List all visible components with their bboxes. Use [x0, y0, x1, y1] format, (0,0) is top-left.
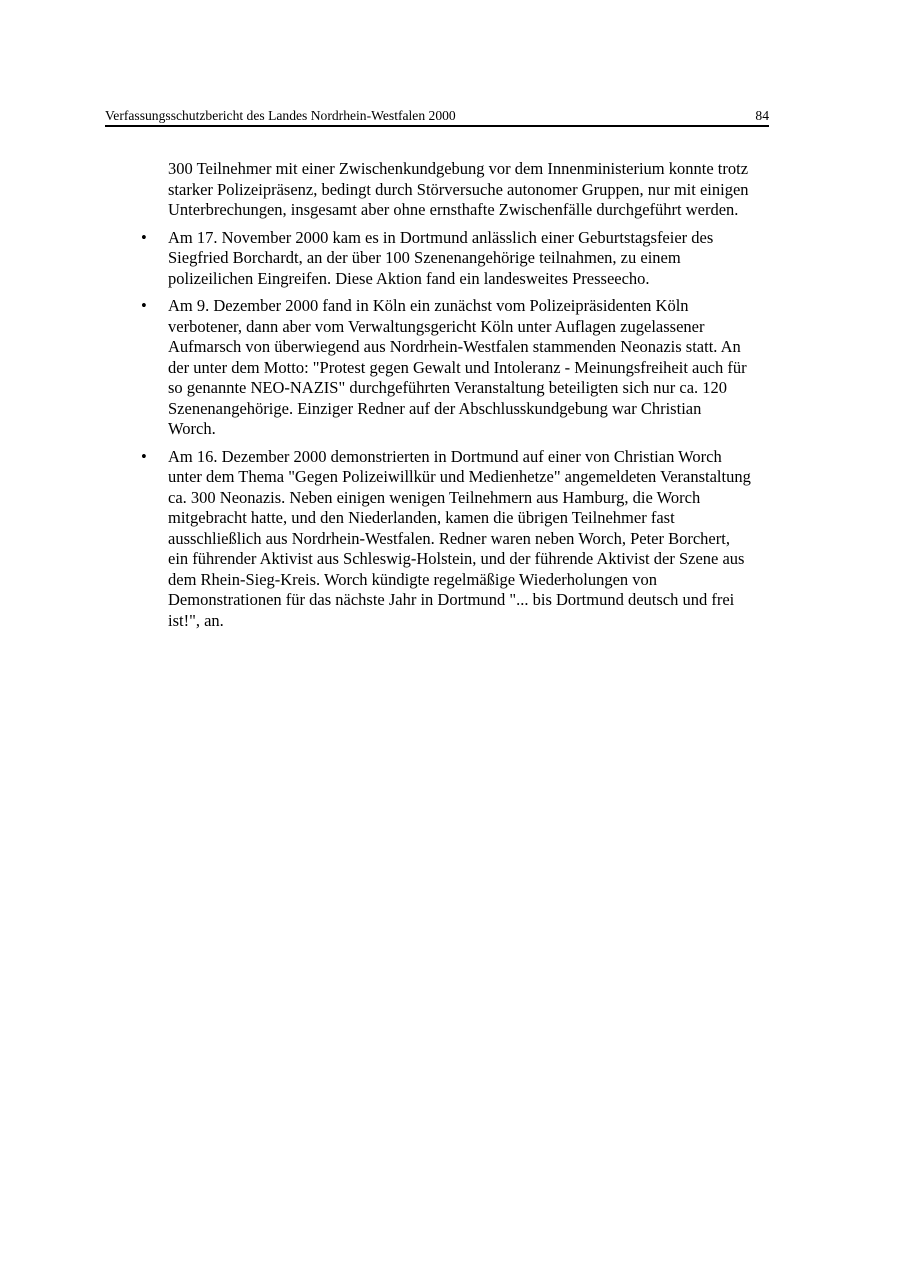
text-line: Worch. [168, 419, 216, 438]
text-line: ein führender Aktivist aus Schleswig-Holstein, und der führende Aktivist der Szene aus [168, 549, 745, 568]
bullet-icon: • [141, 296, 147, 315]
text-line: der unter dem Motto: "Protest gegen Gewalt und Intoleranz - Meinungsfreiheit auch für [168, 357, 747, 377]
text-line: Szenenangehörige. Einziger Redner auf der Abschlusskundgebung war Christian [168, 398, 702, 418]
header-title: Verfassungsschutzbericht des Landes Nordrhein-Westfalen 2000 [105, 108, 456, 123]
text-line: Aufmarsch von überwiegend aus Nordrhein-Westfalen stammenden Neonazis statt. An [168, 337, 741, 356]
text-line: Am 9. Dezember 2000 fand in Köln ein zunächst vom Polizeipräsidenten Köln [168, 296, 689, 315]
text-line: mitgebracht hatte, und den Niederlanden, kamen die übrigen Teilnehmer fast [168, 508, 675, 527]
text-line: ausschließlich aus Nordrhein-Westfalen. Redner waren neben Worch, Peter Borchert, [168, 528, 730, 548]
text-line: polizeilichen Eingreifen. Diese Aktion fand ein landesweites Presseecho. [168, 268, 650, 288]
bullet-item [141, 446, 803, 632]
text-line: starker Polizeipräsenz, bedingt durch Störversuche autonomer Gruppen, nur mit einigen [168, 179, 749, 199]
text-line: ca. 300 Neonazis. Neben einigen wenigen Teilnehmern aus Hamburg, die Worch [168, 487, 701, 507]
page-header [105, 107, 769, 127]
bullet-item [141, 296, 803, 440]
text-line: so genannte NEO-NAZIS" durchgeführten Veranstaltung beteiligten sich nur ca. 120 [168, 378, 728, 397]
text-line: 300 Teilnehmer mit einer Zwischenkundgebung vor dem Innenministerium konnte trotz [168, 159, 749, 178]
text-line: dem Rhein-Sieg-Kreis. Worch kündigte regelmäßige Wiederholungen von [168, 569, 658, 589]
bullet-icon: • [141, 446, 147, 466]
text-line: Unterbrechungen, insgesamt aber ohne ernsthafte Zwischenfälle durchgeführt werden. [168, 200, 739, 219]
text-line: Am 17. November 2000 kam es in Dortmund anlässlich einer Geburtstagsfeier des [168, 227, 714, 247]
text-line: Siegfried Borchardt, an der über 100 Szenenangehörige teilnahmen, zu einem [168, 248, 681, 267]
text-line: verbotener, dann aber vom Verwaltungsgericht Köln unter Auflagen zugelassener [168, 316, 705, 336]
text-line: ist!", an. [168, 610, 224, 630]
page-number: 84 [755, 108, 769, 123]
intro-paragraph [168, 159, 803, 221]
text-line: Am 16. Dezember 2000 demonstrierten in Dortmund auf einer von Christian Worch [168, 446, 722, 466]
text-line: unter dem Thema "Gegen Polizeiwillkür und Medienhetze" angemeldeten Veranstaltung [168, 467, 751, 486]
bullet-icon: • [141, 227, 147, 247]
bullet-item [141, 227, 803, 290]
bullet-list [141, 227, 803, 632]
text-line: Demonstrationen für das nächste Jahr in Dortmund "... bis Dortmund deutsch und frei [168, 590, 735, 609]
body-text [141, 159, 803, 638]
